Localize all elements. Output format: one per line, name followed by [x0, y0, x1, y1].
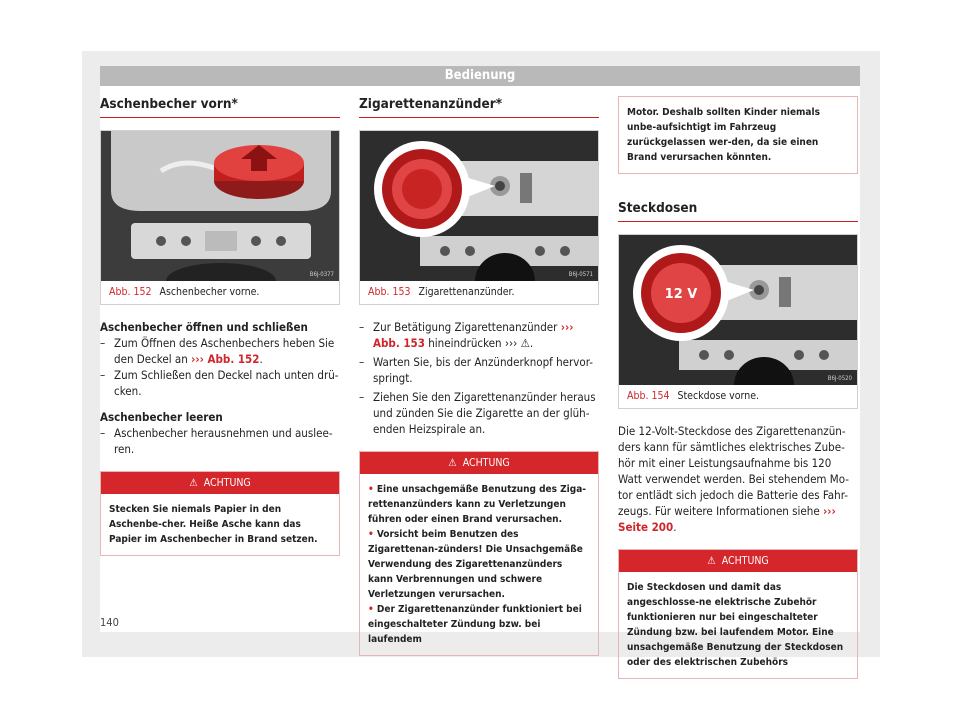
figure-caption-text: Zigarettenanzünder. [418, 286, 515, 298]
warning-icon: ⚠ [448, 457, 457, 469]
warning-text: Motor. Deshalb sollten Kinder niemals unbe-aufsichtigt im Fahrzeug zurückgelassen wer-den, da sie einen Brand verursachen könnten. [627, 107, 820, 163]
section-title-ashtray: Aschenbecher vorn* [100, 96, 340, 118]
figure-154 [618, 234, 858, 409]
list-item: – Aschenbecher herausnehmen und auslee-ren. [100, 426, 333, 456]
warning-icon: ⚠ [707, 555, 716, 567]
list-item: – Warten Sie, bis der Anzünderknopf hervor-springt. [359, 355, 593, 385]
warning-text [360, 474, 598, 655]
figure-code: B6J-0520 [827, 375, 852, 382]
socket-label: 12 V [664, 287, 698, 302]
figure-label: Abb. 152 [109, 286, 152, 298]
socket-photo [619, 235, 857, 385]
figure-label: Abb. 154 [627, 390, 670, 402]
lighter-photo [360, 131, 598, 281]
list-item: – Zur Betätigung Zigarettenanzünder ››› Abb. 153 hineindrücken ››› ⚠. [359, 320, 574, 350]
figure-caption [101, 281, 339, 304]
warning-box [359, 451, 599, 656]
page-header: Bedienung [100, 66, 860, 86]
lighter-illustration [360, 131, 598, 281]
warning-header: ⚠ ACHTUNG [360, 452, 598, 474]
warning-header: ⚠ ACHTUNG [101, 472, 339, 494]
list-item: – Ziehen Sie den Zigarettenanzünder heraus und zünden Sie die Zigarette an der glüh-enden Heizspirale an. [359, 390, 596, 436]
ashtray-text [100, 319, 340, 457]
warning-text: Die Steckdosen und damit das angeschlosse-ne elektrische Zubehör funktionieren nur bei eingeschalteter Zündung bzw. bei laufendem Motor. Eine unsachgemäße Benutzung der Steckdosen oder des elektrischen Zubehörs [627, 582, 844, 668]
section-title-lighter: Zigarettenanzünder* [359, 96, 599, 118]
warning-header: ⚠ ACHTUNG [619, 550, 857, 572]
list-item: – Zum Schließen den Deckel nach unten drü-cken. [100, 368, 339, 398]
figure-link[interactable]: ››› Abb. 153 [373, 320, 574, 350]
warning-box [100, 471, 340, 556]
subheading-open-close: Aschenbecher öffnen und schließen [100, 320, 308, 334]
figure-152 [100, 130, 340, 305]
column-sockets [618, 96, 858, 679]
warning-bullet: • Eine unsachgemäße Benutzung des Ziga-rettenanzünders kann zu Verletzungen führen oder einen Brand verursachen. [368, 484, 586, 525]
lighter-text [359, 319, 599, 437]
ashtray-photo [101, 131, 339, 281]
socket-text: Die 12-Volt-Steckdose des Zigarettenanzün-ders kann für sämtliches elektrisches Zube-hör mit einer Leistungsaufnahme bis 120 Watt verwendet werden. Bei stehendem Mo-tor entlädt sich jedoch die Batterie des Fahr-zeugs. Für weitere Informationen siehe ››› Seite 200. [618, 424, 850, 534]
warning-icon: ⚠ [189, 477, 198, 489]
figure-caption-text: Steckdose vorne. [677, 390, 760, 402]
page-link[interactable]: ››› Seite 200 [618, 504, 836, 534]
warning-box [618, 549, 858, 679]
figure-code: B6J-0571 [568, 271, 593, 278]
figure-153 [359, 130, 599, 305]
figure-label: Abb. 153 [368, 286, 411, 298]
figure-link[interactable]: ››› Abb. 152 [191, 352, 260, 366]
socket-illustration [619, 235, 857, 385]
list-item: – Zum Öffnen des Aschenbechers heben Sie den Deckel an ››› Abb. 152. [100, 336, 335, 366]
section-title-sockets: Steckdosen [618, 200, 858, 222]
subheading-empty: Aschenbecher leeren [100, 410, 223, 424]
ashtray-illustration [101, 131, 339, 281]
column-lighter [359, 96, 599, 656]
figure-caption [360, 281, 598, 304]
column-ashtray [100, 96, 340, 556]
warning-bullet: • Der Zigarettenanzünder funktioniert bei eingeschalteter Zündung bzw. bei laufendem [368, 604, 582, 645]
figure-caption-text: Aschenbecher vorne. [159, 286, 260, 298]
figure-caption [619, 385, 857, 408]
warning-continuation [618, 96, 858, 174]
figure-code: B6J-0377 [309, 271, 334, 278]
page-number: 140 [100, 616, 119, 629]
warning-bullet: • Vorsicht beim Benutzen des Zigarettenan-zünders! Die Unsachgemäße Verwendung des Zigarettenanzünders kann Verbrennungen und schwere Verletzungen verursachen. [368, 529, 583, 600]
warning-text: Stecken Sie niemals Papier in den Aschenbe-cher. Heiße Asche kann das Papier im Aschenbecher in Brand setzen. [109, 504, 318, 545]
